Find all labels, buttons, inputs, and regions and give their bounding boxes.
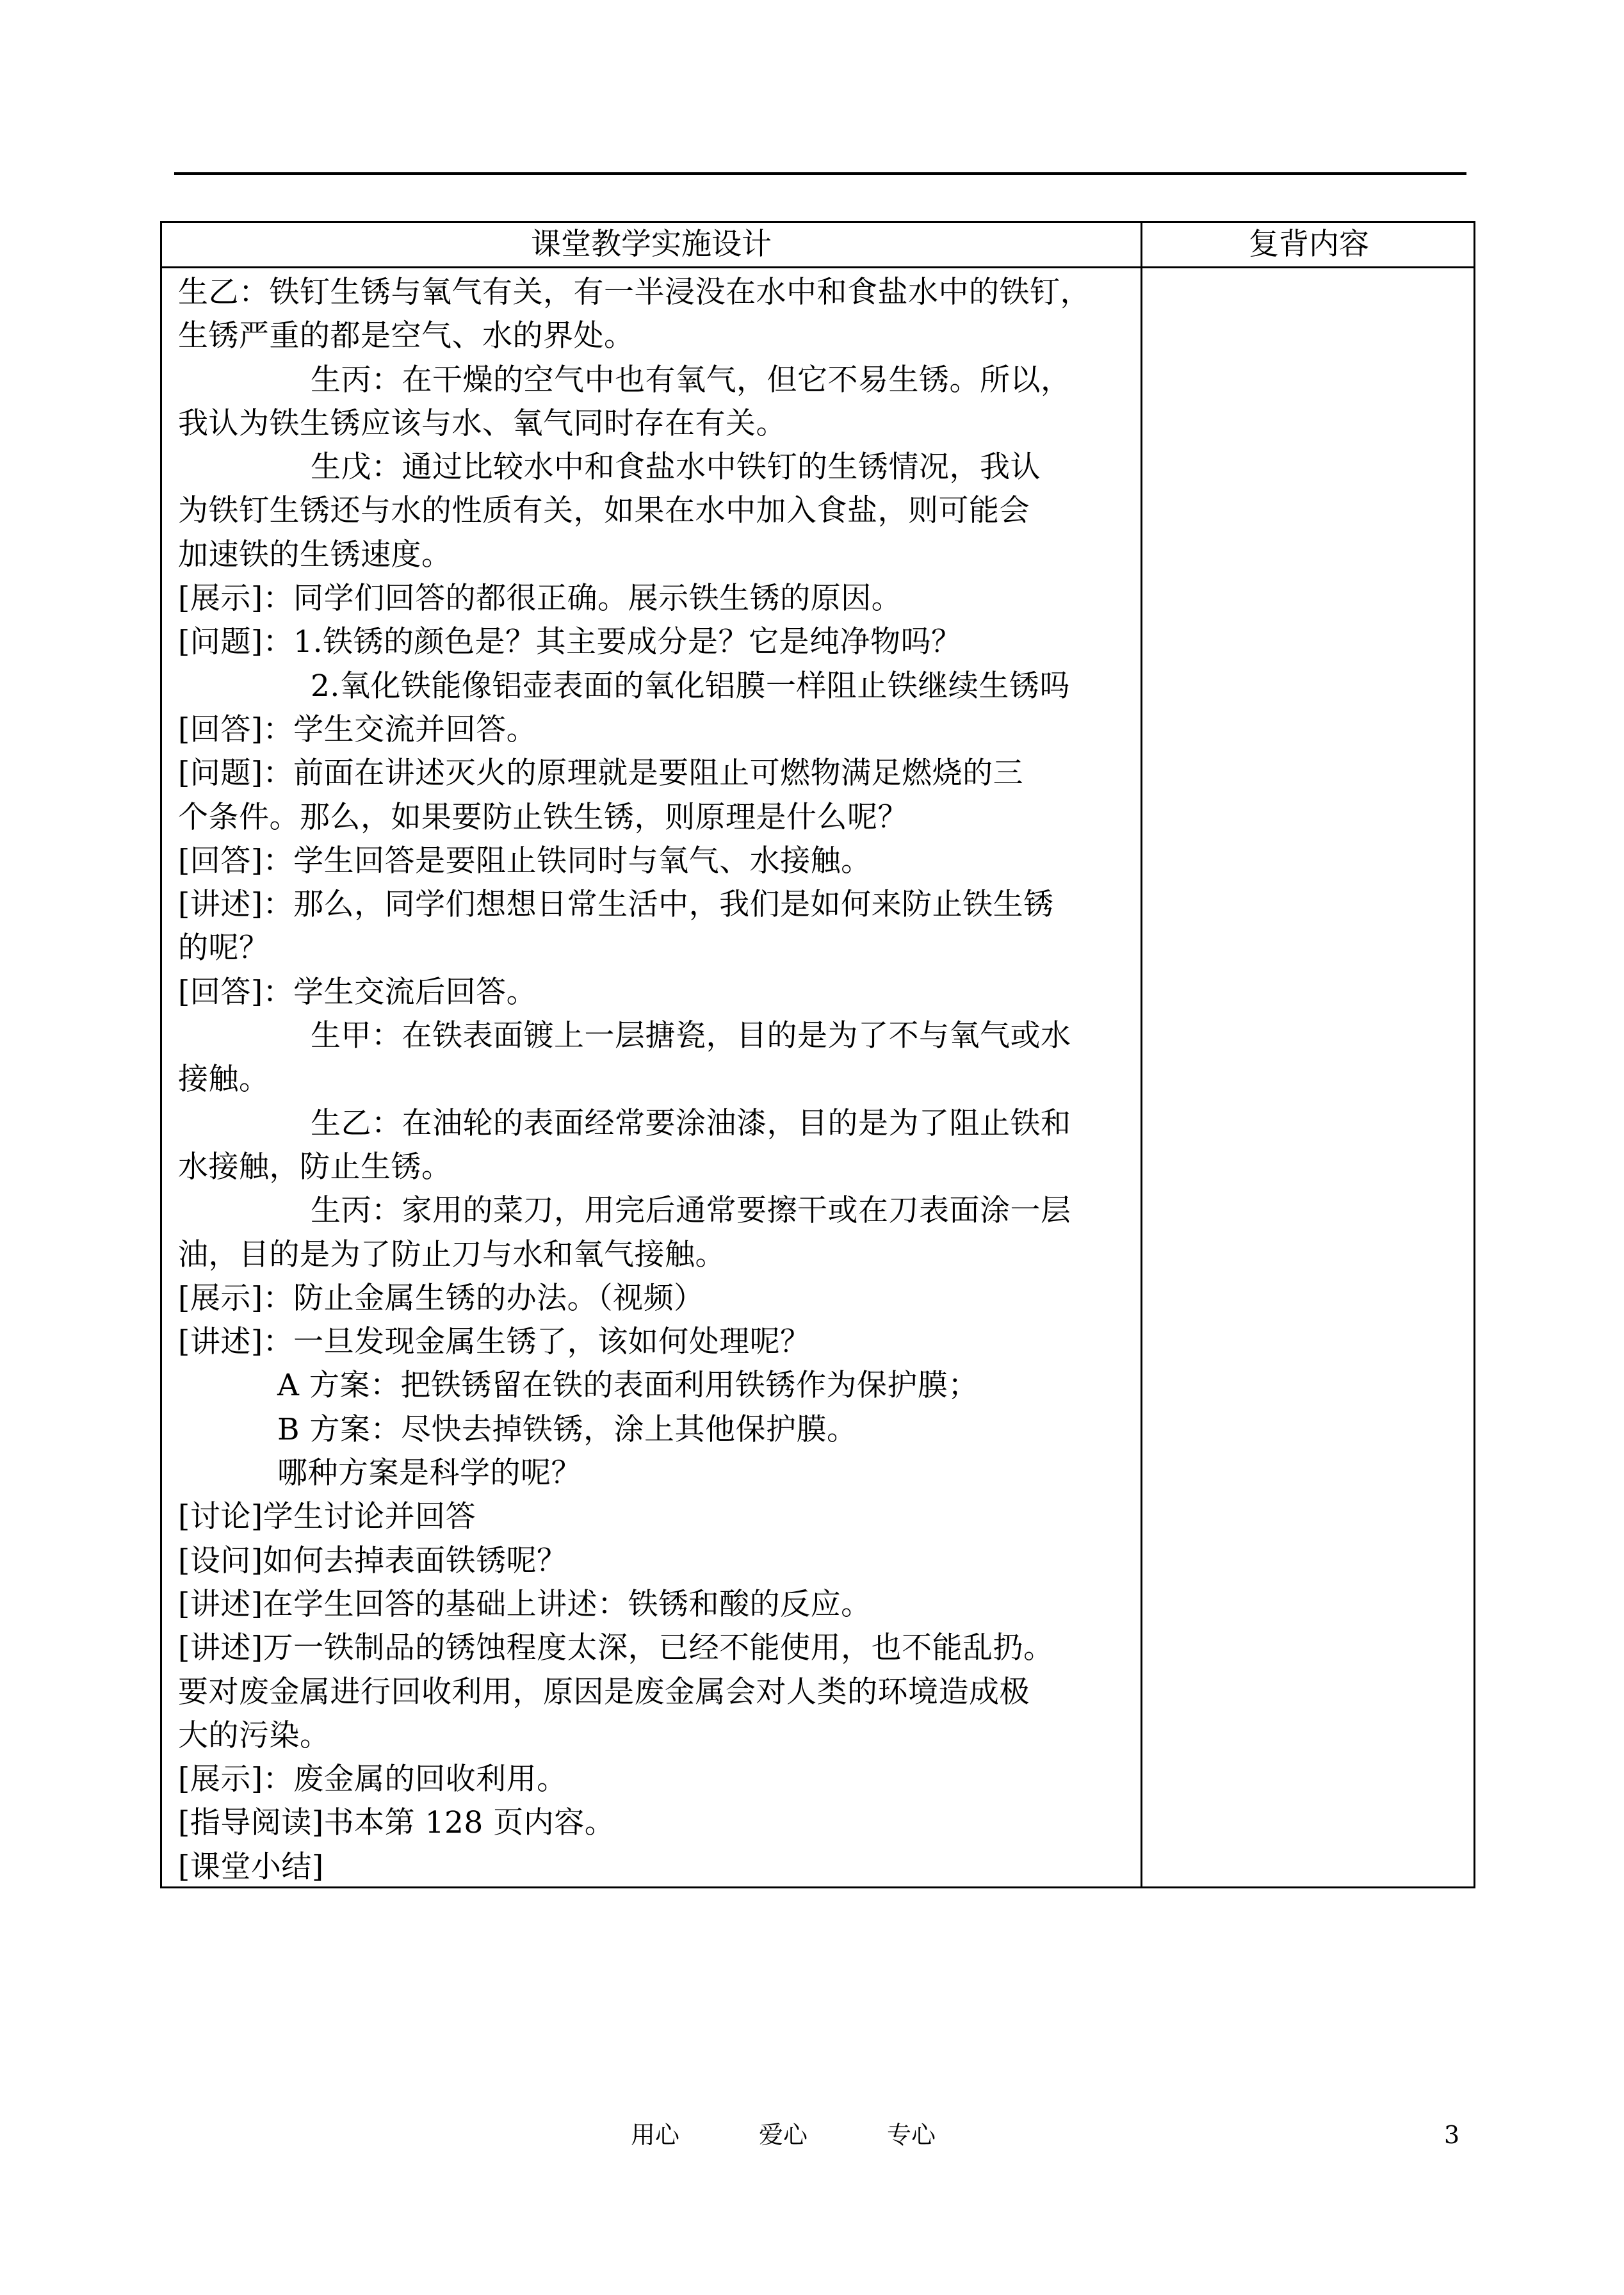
footer-motto-2: 爱心 — [759, 2121, 808, 2149]
design-text-line: [指导阅读]书本第 128 页内容。 — [178, 1805, 615, 1841]
design-text-line: 油，目的是为了防止刀与水和氧气接触。 — [178, 1237, 726, 1272]
lesson-table — [160, 221, 1475, 1888]
design-text-line: [回答]：学生交流并回答。 — [178, 711, 537, 747]
design-text-line: 生丙：在干燥的空气中也有氧气，但它不易生锈。所以， — [311, 362, 1071, 398]
design-column-header: 课堂教学实施设计 — [531, 227, 772, 262]
footer-motto-1: 用心 — [631, 2121, 680, 2149]
design-text-line: [问题]：前面在讲述灭火的原理就是要阻止可燃物满足燃烧的三 — [178, 756, 1024, 791]
design-text-line: [问题]：1.铁锈的颜色是？其主要成分是？它是纯净物吗？ — [178, 624, 962, 660]
footer-motto-3: 专心 — [887, 2121, 936, 2149]
design-text-line: [讲述]：那么，同学们想想日常生活中，我们是如何来防止铁生锈 — [178, 887, 1054, 923]
design-text-line: 我认为铁生锈应该与水、氧气同时存在有关。 — [178, 405, 786, 441]
design-text-line: [讨论]学生讨论并回答 — [178, 1499, 476, 1535]
design-text-line: [设问]如何去掉表面铁锈呢？ — [178, 1543, 567, 1578]
design-text-line: 水接触，防止生锈。 — [178, 1149, 452, 1185]
review-column-header: 复背内容 — [1249, 227, 1369, 262]
design-text-line: [讲述]：一旦发现金属生锈了，该如何处理呢？ — [178, 1324, 811, 1360]
design-text-line: A 方案：把铁锈留在铁的表面利用铁锈作为保护膜； — [277, 1368, 978, 1404]
design-text-line: 个条件。那么，如果要防止铁生锈，则原理是什么呢？ — [178, 799, 908, 835]
design-text-line: 生锈严重的都是空气、水的界处。 — [178, 318, 635, 354]
design-text-line: 大的污染。 — [178, 1717, 330, 1753]
design-content — [178, 271, 1139, 1889]
design-text-line: [回答]：学生交流后回答。 — [178, 974, 537, 1010]
design-text-line: 2.氧化铁能像铝壶表面的氧化铝膜一样阻止铁继续生锈吗 — [311, 668, 1070, 704]
design-text-line: B 方案：尽快去掉铁锈，涂上其他保护膜。 — [277, 1411, 857, 1447]
design-text-line: 生乙：铁钉生锈与氧气有关，有一半浸没在水中和食盐水中的铁钉， — [178, 275, 1091, 310]
design-text-line: [讲述]在学生回答的基础上讲述：铁锈和酸的反应。 — [178, 1586, 872, 1622]
design-text-line: 生戊：通过比较水中和食盐水中铁钉的生锈情况，我认 — [311, 450, 1041, 485]
design-text-line: [回答]：学生回答是要阻止铁同时与氧气、水接触。 — [178, 843, 872, 879]
table-header-rule — [162, 266, 1474, 268]
design-text-line: [展示]：同学们回答的都很正确。展示铁生锈的原因。 — [178, 581, 902, 617]
footer-motto — [631, 2120, 936, 2150]
page-number: 3 — [1444, 2121, 1460, 2149]
design-text-line: [展示]：防止金属生锈的办法。（视频） — [178, 1280, 704, 1316]
design-text-line: [课堂小结] — [178, 1849, 324, 1885]
design-text-line: 接触。 — [178, 1062, 270, 1098]
design-text-line: 生甲：在铁表面镀上一层搪瓷，目的是为了不与氧气或水 — [311, 1018, 1071, 1054]
design-text-line: 要对废金属进行回收利用，原因是废金属会对人类的环境造成极 — [178, 1674, 1030, 1710]
design-text-line: 为铁钉生锈还与水的性质有关，如果在水中加入食盐，则可能会 — [178, 493, 1030, 529]
column-divider — [1141, 223, 1142, 1886]
design-text-line: 加速铁的生锈速度。 — [178, 537, 452, 572]
design-text-line: [展示]：废金属的回收利用。 — [178, 1762, 567, 1797]
design-text-line: 的呢？ — [178, 930, 270, 966]
design-text-line: 生乙：在油轮的表面经常要涂油漆，目的是为了阻止铁和 — [311, 1105, 1071, 1141]
design-text-line: 生丙：家用的菜刀，用完后通常要擦干或在刀表面涂一层 — [311, 1193, 1071, 1229]
design-text-line: 哪种方案是科学的呢？ — [277, 1456, 581, 1491]
header-rule — [174, 172, 1466, 175]
design-text-line: [讲述]万一铁制品的锈蚀程度太深，已经不能使用，也不能乱扔。 — [178, 1630, 1054, 1666]
